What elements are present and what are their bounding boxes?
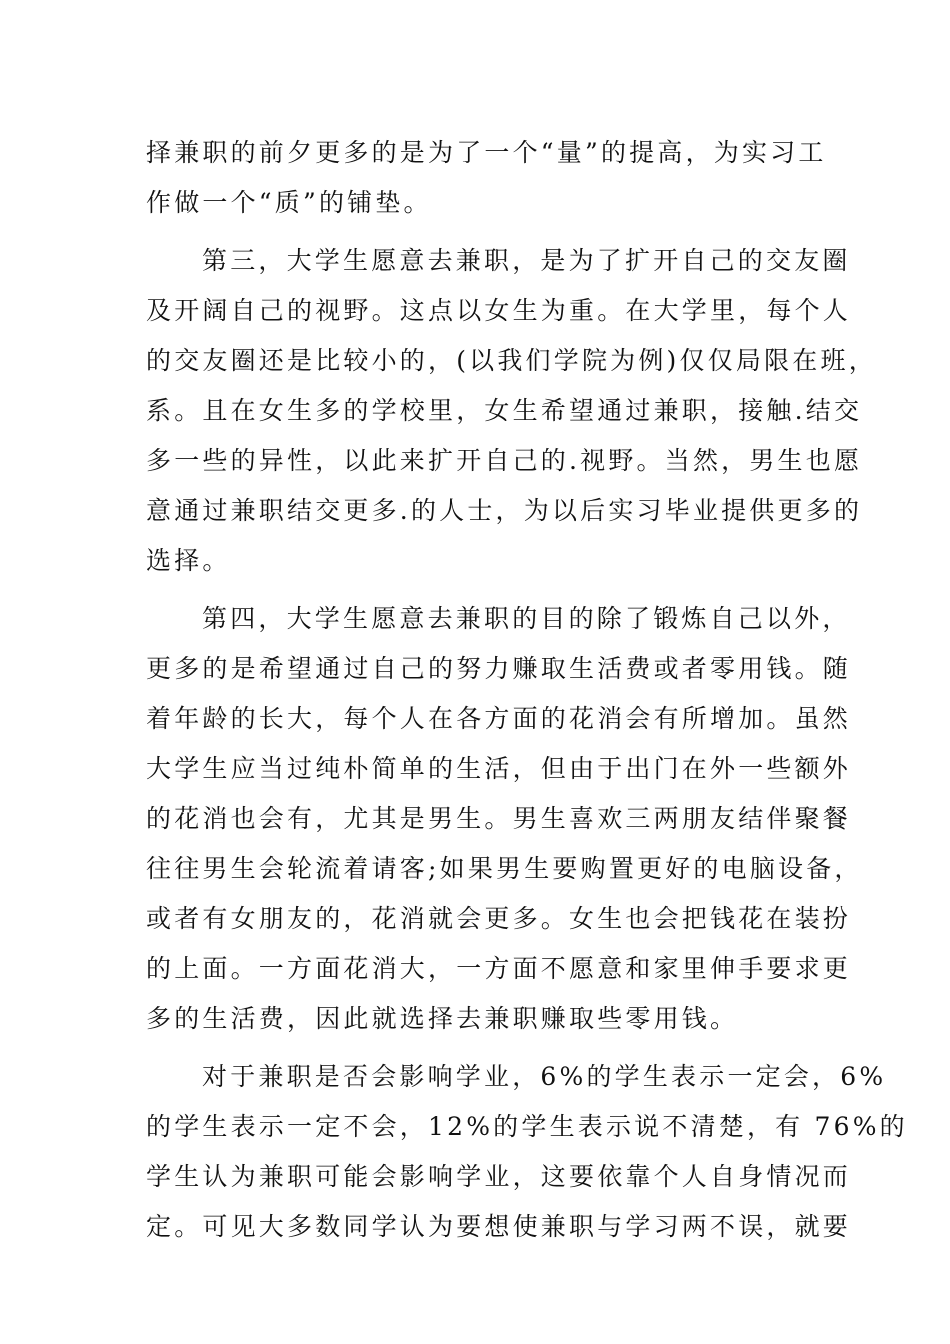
paragraph-academic-impact <box>146 1052 908 1252</box>
text-line: 意通过兼职结交更多.的人士，为以后实习毕业提供更多的 <box>146 496 863 525</box>
text-line: 的上面。一方面花消大，一方面不愿意和家里伸手要求更 <box>146 954 852 983</box>
text-line: 第三，大学生愿意去兼职，是为了扩开自己的交友圈 <box>202 246 851 275</box>
text-line: 或者有女朋友的，花消就会更多。女生也会把钱花在装扮 <box>146 904 852 933</box>
text-line: 的学生表示一定不会，12%的学生表示说不清楚，有 76%的 <box>146 1112 908 1141</box>
text-line: 多的生活费，因此就选择去兼职赚取些零用钱。 <box>146 1004 739 1033</box>
paragraph-fourth-reason <box>146 594 863 1044</box>
text-line: 着年龄的长大，每个人在各方面的花消会有所增加。虽然 <box>146 704 852 733</box>
text-line: 的交友圈还是比较小的，(以我们学院为例)仅仅局限在班， <box>146 346 877 375</box>
text-line: 择兼职的前夕更多的是为了一个“量”的提高，为实习工 <box>146 138 827 167</box>
text-line: 及开阔自己的视野。这点以女生为重。在大学里，每个人 <box>146 296 852 325</box>
paragraph-continuation <box>146 128 827 228</box>
text-line: 更多的是希望通过自己的努力赚取生活费或者零用钱。随 <box>146 654 852 683</box>
body-text <box>146 128 908 1252</box>
text-line: 选择。 <box>146 546 231 575</box>
text-line: 的花消也会有，尤其是男生。男生喜欢三两朋友结伴聚餐 <box>146 804 852 833</box>
paragraph-third-reason <box>146 236 877 586</box>
text-line: 对于兼职是否会影响学业，6%的学生表示一定会，6% <box>202 1062 887 1091</box>
text-line: 学生认为兼职可能会影响学业，这要依靠个人自身情况而 <box>146 1162 852 1191</box>
text-line: 大学生应当过纯朴简单的生活，但由于出门在外一些额外 <box>146 754 852 783</box>
text-line: 系。且在女生多的学校里，女生希望通过兼职，接触.结交 <box>146 396 863 425</box>
text-line: 作做一个“质”的铺垫。 <box>146 188 432 217</box>
text-line: 多一些的异性，以此来扩开自己的.视野。当然，男生也愿 <box>146 446 863 475</box>
text-line: 第四，大学生愿意去兼职的目的除了锻炼自己以外， <box>202 604 851 633</box>
text-line: 往往男生会轮流着请客;如果男生要购置更好的电脑设备， <box>146 854 863 883</box>
text-line: 定。可见大多数同学认为要想使兼职与学习两不误，就要 <box>146 1212 852 1241</box>
